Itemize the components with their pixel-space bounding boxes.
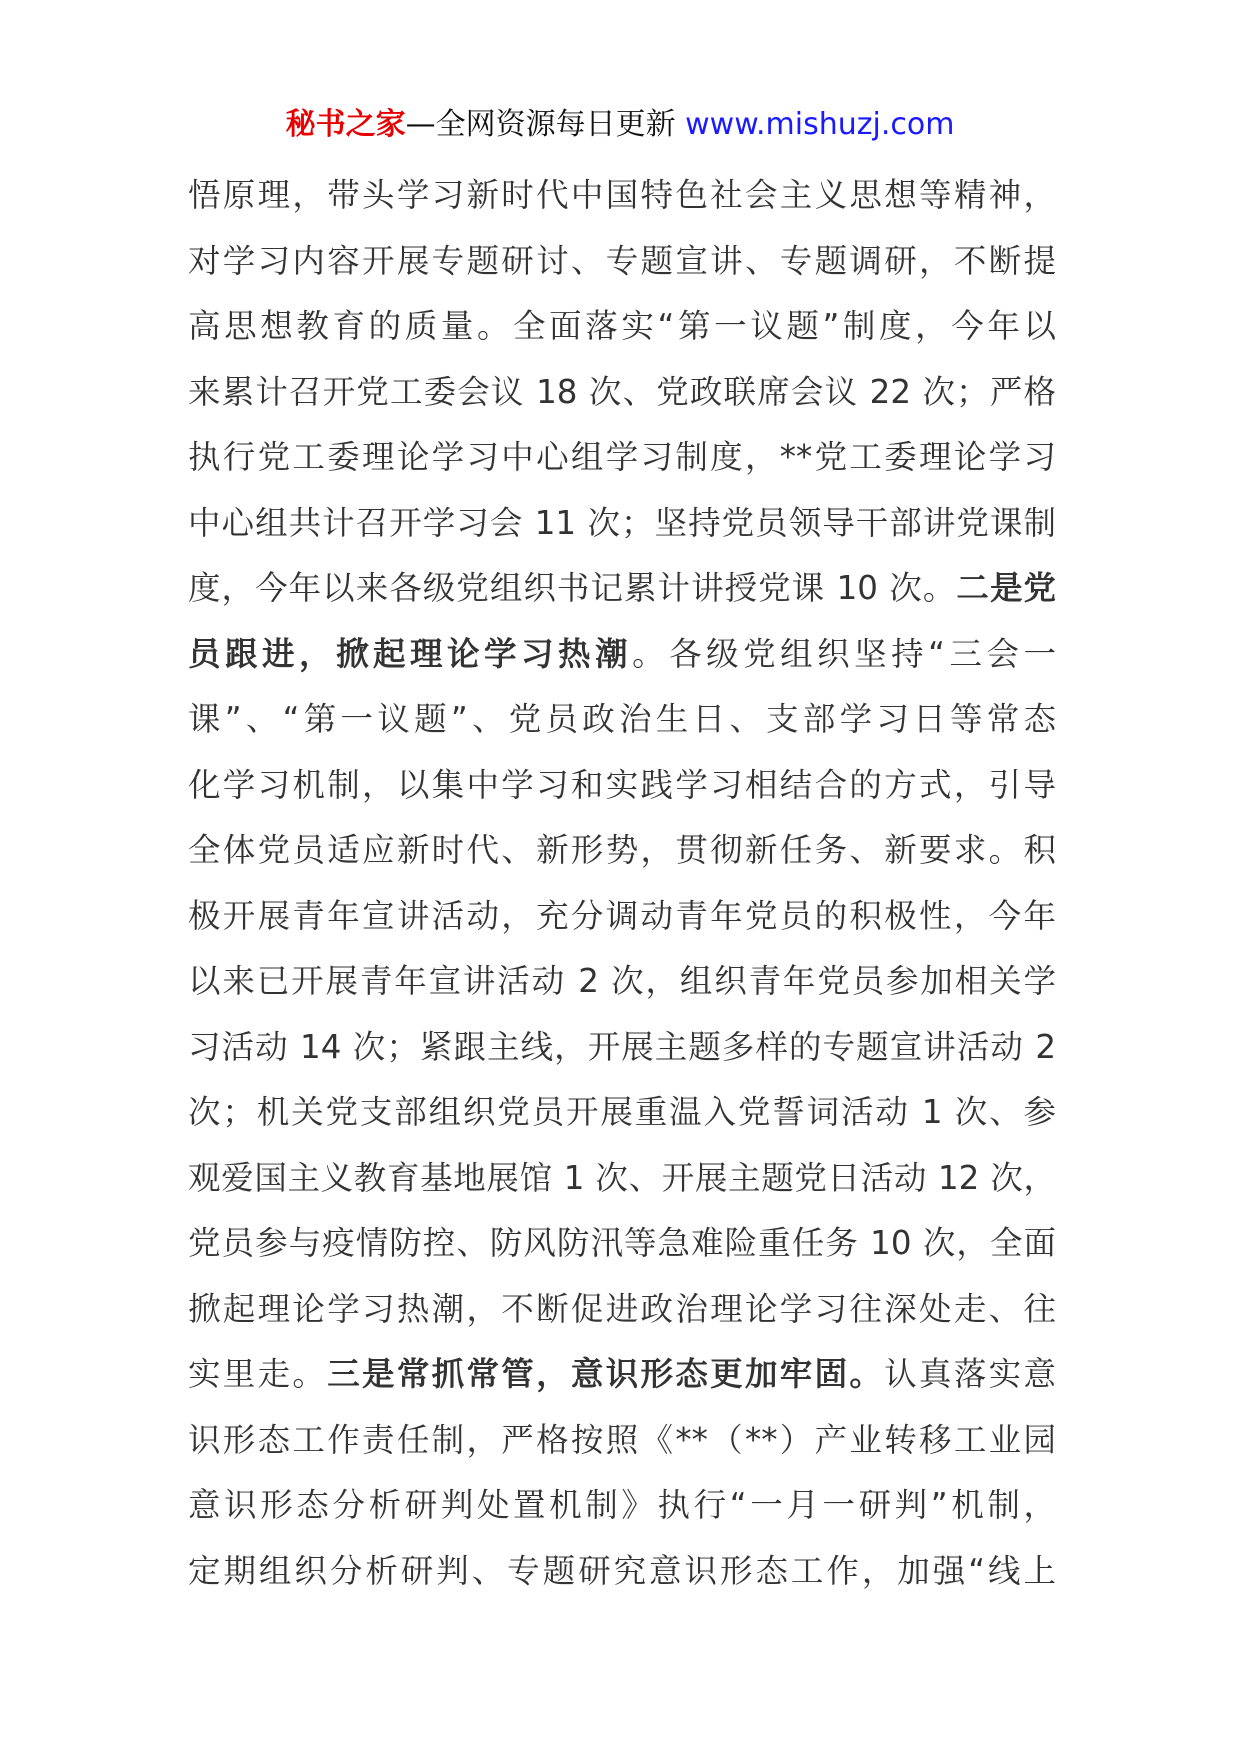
- text-line: [188, 1473, 1056, 1539]
- text-line: [188, 425, 1056, 491]
- site-header: [0, 100, 1240, 150]
- body-text: 执行党工委理论学习中心组学习制度，**党工委理论学习: [188, 438, 1056, 476]
- text-line: [188, 1146, 1056, 1212]
- body-text: 来累计召开党工委会议 18 次、党政联席会议 22 次；严格: [188, 372, 1056, 411]
- header-tagline: —全网资源每日更新: [405, 107, 676, 142]
- body-text: 以来已开展青年宣讲活动 2 次，组织青年党员参加相关学: [188, 962, 1056, 1000]
- body-text: 习活动 14 次；紧跟主线，开展主题多样的专题宣讲活动 2: [188, 1027, 1056, 1066]
- text-line: [188, 753, 1056, 819]
- body-text: 中心组共计召开学习会 11 次；坚持党员领导干部讲党课制: [188, 503, 1056, 542]
- body-text: 高思想教育的质量。全面落实“第一议题”制度，今年以: [188, 307, 1056, 345]
- document-body: [188, 163, 1056, 1604]
- text-line: [188, 622, 1056, 688]
- text-line: [188, 556, 1056, 622]
- text-line: [188, 360, 1056, 426]
- text-line: [188, 1277, 1056, 1343]
- body-text: 对学习内容开展专题研讨、专题宣讲、专题调研，不断提: [188, 241, 1056, 280]
- bold-heading-text: 三是常抓常管，意识形态更加牢固。: [327, 1355, 885, 1393]
- body-text: 悟原理，带头学习新时代中国特色社会主义思想等精神，: [188, 176, 1056, 214]
- body-text: 度，今年以来各级党组织书记累计讲授党课 10 次。: [188, 569, 957, 607]
- body-text: 识形态工作责任制，严格按照《**（**）产业转移工业园: [188, 1420, 1056, 1459]
- body-text: 认真落实意: [884, 1355, 1056, 1393]
- text-line: [188, 1539, 1056, 1605]
- text-line: [188, 687, 1056, 753]
- text-line: [188, 229, 1056, 295]
- text-line: [188, 1408, 1056, 1474]
- site-url-link[interactable]: www.mishuzj.com: [685, 107, 955, 142]
- body-text: 实里走。: [188, 1355, 328, 1393]
- body-text: 观爱国主义教育基地展馆 1 次、开展主题党日活动 12 次，: [188, 1158, 1056, 1197]
- body-text: 掀起理论学习热潮，不断促进政治理论学习往深处走、往: [188, 1289, 1056, 1328]
- text-line: [188, 949, 1056, 1015]
- body-text: 意识形态分析研判处置机制》执行“一月一研判”机制，: [188, 1486, 1056, 1524]
- text-line: [188, 818, 1056, 884]
- body-text: 课”、“第一议题”、党员政治生日、支部学习日等常态: [188, 700, 1056, 738]
- text-line: [188, 1211, 1056, 1277]
- body-text: 定期组织分析研判、专题研究意识形态工作，加强“线上: [188, 1551, 1056, 1590]
- brand-name: 秘书之家: [285, 107, 406, 142]
- text-line: [188, 294, 1056, 360]
- body-text: 化学习机制，以集中学习和实践学习相结合的方式，引导: [188, 765, 1056, 804]
- text-line: [188, 163, 1056, 229]
- text-line: [188, 884, 1056, 950]
- bold-heading-text: 二是党: [956, 569, 1056, 607]
- body-text: 次；机关党支部组织党员开展重温入党誓词活动 1 次、参: [188, 1093, 1056, 1131]
- body-text: 党员参与疫情防控、防风防汛等急难险重任务 10 次，全面: [188, 1224, 1056, 1262]
- text-line: [188, 1015, 1056, 1081]
- text-line: [188, 1080, 1056, 1146]
- bold-heading-text: 员跟进，掀起理论学习热潮: [188, 634, 633, 673]
- body-text: 全体党员适应新时代、新形势，贯彻新任务、新要求。积: [188, 831, 1056, 869]
- text-line: [188, 1342, 1056, 1408]
- body-text: 。各级党组织坚持“三会一: [632, 634, 1056, 673]
- body-text: 极开展青年宣讲活动，充分调动青年党员的积极性，今年: [188, 896, 1056, 935]
- text-line: [188, 491, 1056, 557]
